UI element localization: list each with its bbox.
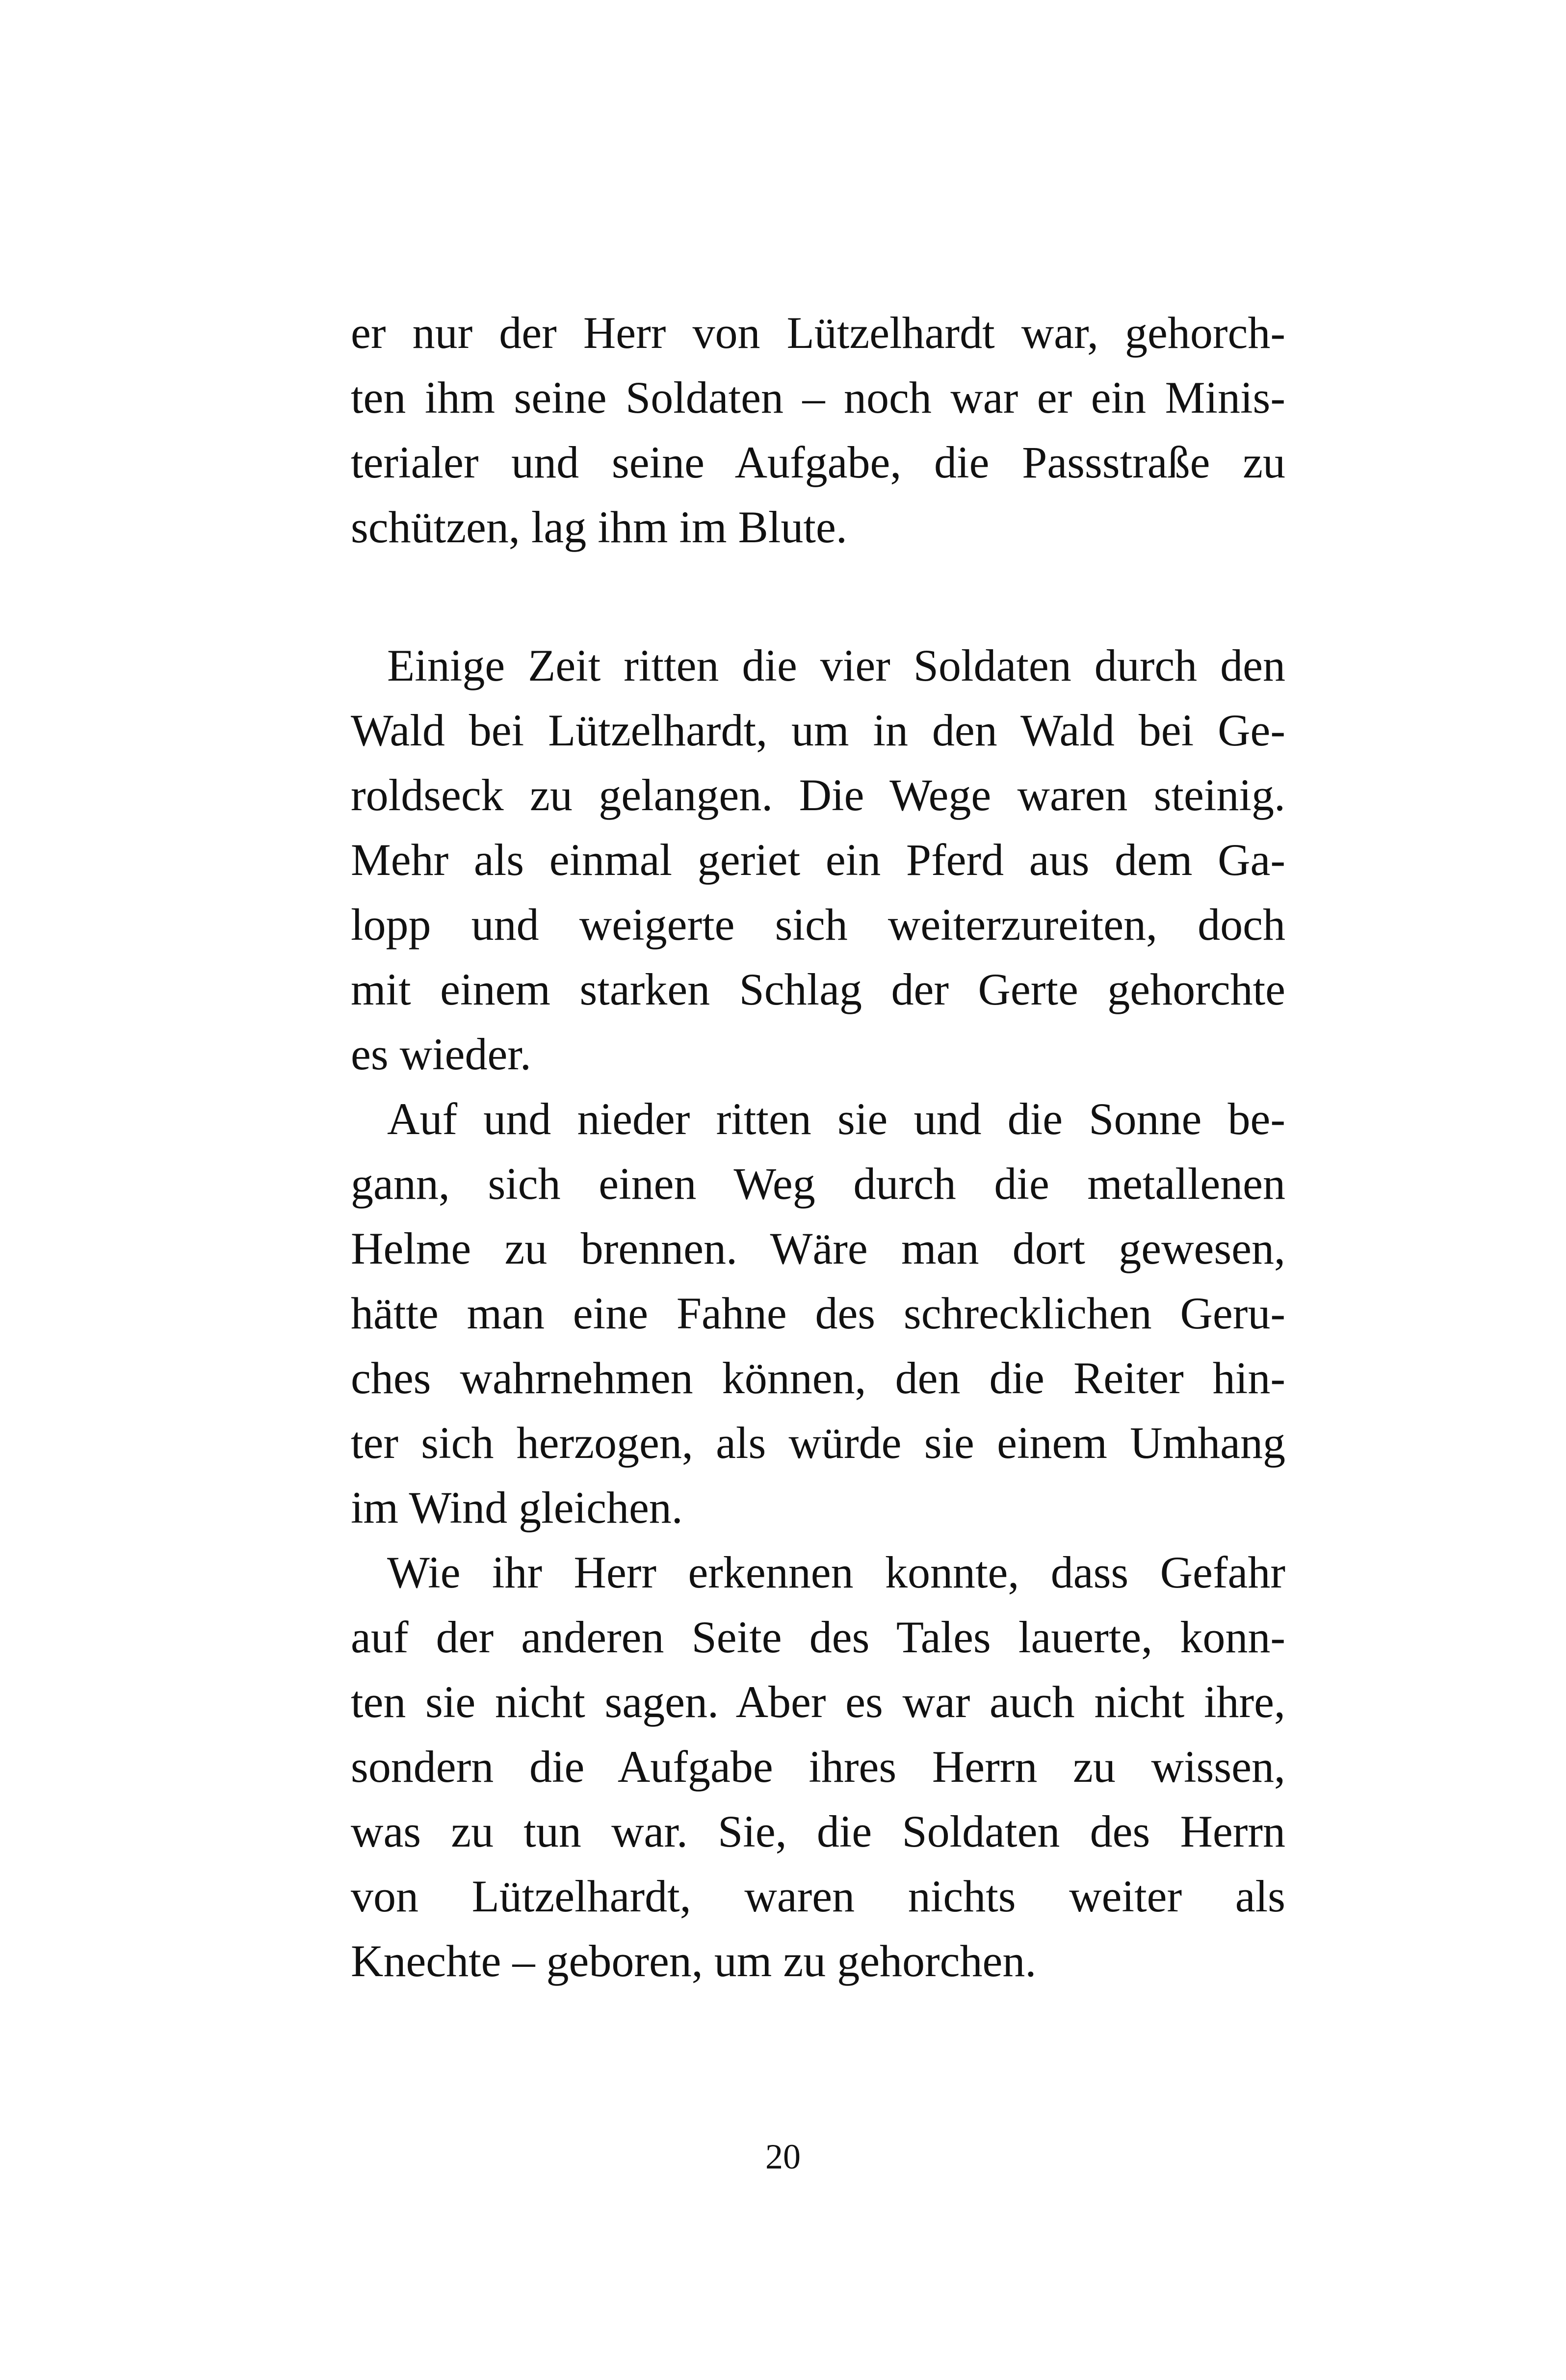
page-number: 20 <box>765 2137 801 2176</box>
text-line: hätte man eine Fahne des schrecklichen Geru- <box>351 1288 1285 1338</box>
text-line: roldseck zu gelangen. Die Wege waren steinig. <box>351 770 1285 820</box>
text-line: auf der anderen Seite des Tales lauerte, konn- <box>351 1612 1285 1662</box>
text-line: schützen, lag ihm im Blute. <box>351 502 847 552</box>
text-line: mit einem starken Schlag der Gerte gehorchte <box>351 964 1285 1014</box>
text-line: Einige Zeit ritten die vier Soldaten durch den <box>387 640 1285 690</box>
paragraph-3 <box>351 1086 1285 1540</box>
text-line: Helme zu brennen. Wäre man dort gewesen, <box>351 1223 1285 1273</box>
text-line: lopp und weigerte sich weiterzureiten, doch <box>351 899 1285 950</box>
text-line: im Wind gleichen. <box>351 1482 683 1533</box>
text-line: was zu tun war. Sie, die Soldaten des Herrn <box>351 1806 1285 1856</box>
text-line: Wald bei Lützelhardt, um in den Wald bei Ge- <box>351 705 1285 755</box>
text-line: es wieder. <box>351 1029 531 1079</box>
text-line: ches wahrnehmen können, den die Reiter hin- <box>351 1353 1285 1403</box>
paragraph-4 <box>351 1540 1285 1993</box>
text-line: ter sich herzogen, als würde sie einem Umhang <box>351 1418 1285 1468</box>
text-line: sondern die Aufgabe ihres Herrn zu wissen, <box>351 1742 1285 1792</box>
text-line: ten sie nicht sagen. Aber es war auch nicht ihre, <box>351 1677 1285 1727</box>
text-line: von Lützelhardt, waren nichts weiter als <box>351 1871 1285 1921</box>
paragraph-1 <box>351 300 1285 559</box>
body-text <box>351 300 1285 1993</box>
paragraph-2 <box>351 633 1285 1086</box>
text-line: ten ihm seine Soldaten – noch war er ein Minis- <box>351 372 1285 423</box>
text-line: Knechte – geboren, um zu gehorchen. <box>351 1936 1037 1986</box>
text-line: Wie ihr Herr erkennen konnte, dass Gefahr <box>387 1547 1285 1597</box>
text-line: terialer und seine Aufgabe, die Passstraße zu <box>351 437 1285 487</box>
text-line: Mehr als einmal geriet ein Pferd aus dem Ga- <box>351 835 1285 885</box>
section-gap <box>351 559 1285 633</box>
text-line: er nur der Herr von Lützelhardt war, gehorch- <box>351 308 1285 358</box>
text-line: gann, sich einen Weg durch die metallenen <box>351 1159 1285 1209</box>
text-line: Auf und nieder ritten sie und die Sonne be- <box>387 1094 1285 1144</box>
